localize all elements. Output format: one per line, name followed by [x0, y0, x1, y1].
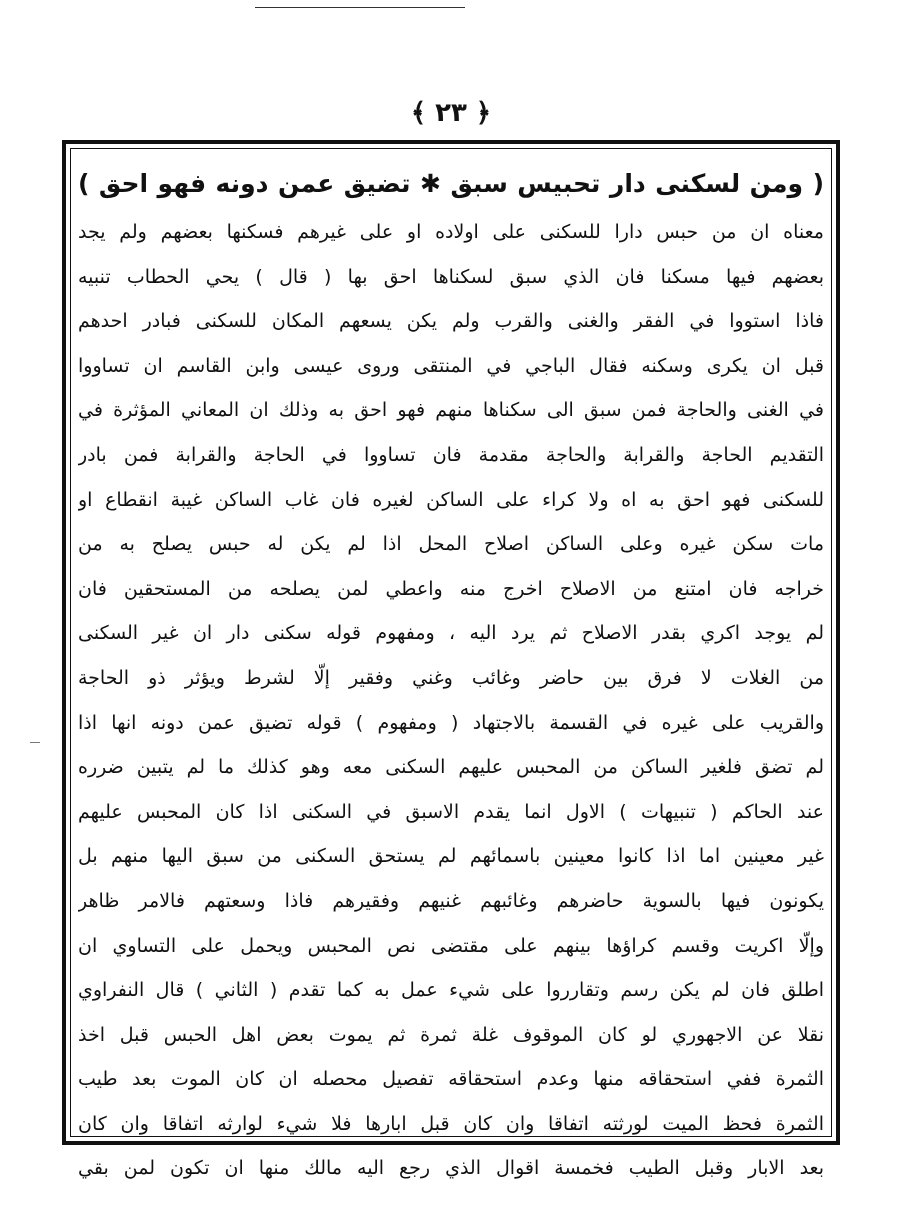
text-line: بعد الابار وقبل الطيب فخمسة اقوال الذي رجع اليه مالك منها ان تكون لمن بقي — [78, 1157, 824, 1180]
text-line: من الغلات لا فرق بين حاضر وغائب وغني وفقير إلّا لشرط ويؤثر ذو الحاجة — [78, 666, 824, 689]
text-line: عند الحاكم ( تنبيهات ) الاول انما يقدم الاسبق في السكنى اذا كان المحبس عليهم — [78, 800, 824, 823]
text-line: نقلا عن الاجهوري لو كان الموقوف غلة ثمرة ثم يموت بعض اهل الحبس قبل اخذ — [78, 1023, 824, 1046]
text-line: مات سكن غيره وعلى الساكن اصلاح المحل اذا لم يكن له حبس يصلح به من — [78, 533, 824, 556]
text-block — [78, 158, 824, 1191]
text-line: يكونون فيها بالسوية حاضرهم وغائبهم غنيهم وفقيرهم فاذا وسعتهم فالامر ظاهر — [78, 889, 824, 912]
text-line: الثمرة فحظ الميت لورثته اتفاقا وان كان قبل ابارها فلا شيء لوارثه اتفاقا وان كان — [78, 1112, 824, 1135]
text-line: بعضهم فيها مسكنا فان الذي سبق لسكناها احق بها ( قال ) يحي الحطاب تنبيه — [78, 265, 824, 288]
text-line: للسكنى فهو احق به اه ولا كراء على الساكن لغيره فان غاب الساكن غيبة انقطاع او — [78, 488, 824, 511]
text-line: غير معينين اما اذا كانوا معينين باسمائهم لم يستحق السكنى من سبق اليها منهم بل — [78, 845, 824, 868]
text-line: الثمرة ففي استحقاقه منها وعدم استحقاقه تفصيل محصله ان كان الموت بعد طيب — [78, 1068, 824, 1091]
top-rule — [255, 7, 465, 8]
text-line: لم تضق فلغير الساكن من المحبس عليهم السكنى معه وهو كذلك ما لم يتبين ضرره — [78, 756, 824, 779]
text-line: معناه ان من حبس دارا للسكنى على اولاده او على غيرهم فسكنها بعضهم ولم يجد — [78, 221, 824, 243]
text-line: التقديم الحاجة والقرابة والحاجة مقدمة فان تساووا في الحاجة والقرابة فمن بادر — [78, 443, 824, 466]
text-line: اطلق فان لم يكن رسم وتقارروا على شيء عمل به كما تقدم ( الثاني ) قال النفراوي — [78, 979, 824, 1002]
text-line: والقريب على غيره في القسمة بالاجتهاد ( ومفهوم ) قوله تضيق عمن دونه انها اذا — [78, 711, 824, 734]
text-line: قبل ان يكرى وسكنه فقال الباجي في المنتقى وروى عيسى وابن القاسم ان تساووا — [78, 354, 824, 377]
margin-mark — [30, 742, 40, 743]
text-line: لم يوجد اكري بقدر الاصلاح ثم يرد اليه ، ومفهوم قوله سكنى دار ان غير السكنى — [78, 622, 824, 645]
text-line: خراجه فان امتنع من الاصلاح اخرج منه واعطي لمن يصلحه من المستحقين فان — [78, 577, 824, 600]
text-line: وإلّا اكريت وقسم كراؤها بينهم على مقتضى نص المحبس ويحمل على التساوي ان — [78, 934, 824, 957]
text-line: في الغنى والحاجة فمن سبق الى سكناها منهم فهو احق به وذلك ان المعاني المؤثرة في — [78, 399, 824, 422]
section-heading: ( ومن لسكنى دار تحبيس سبق ✱ تضيق عمن دونه فهو احق ) — [78, 169, 824, 198]
text-line: فاذا استووا في الفقر والغنى والقرب ولم يكن يسعهم المكان للسكنى فبادر احدهم — [78, 310, 824, 333]
page-number: ﴿ ٢٣ ﴾ — [410, 98, 492, 128]
